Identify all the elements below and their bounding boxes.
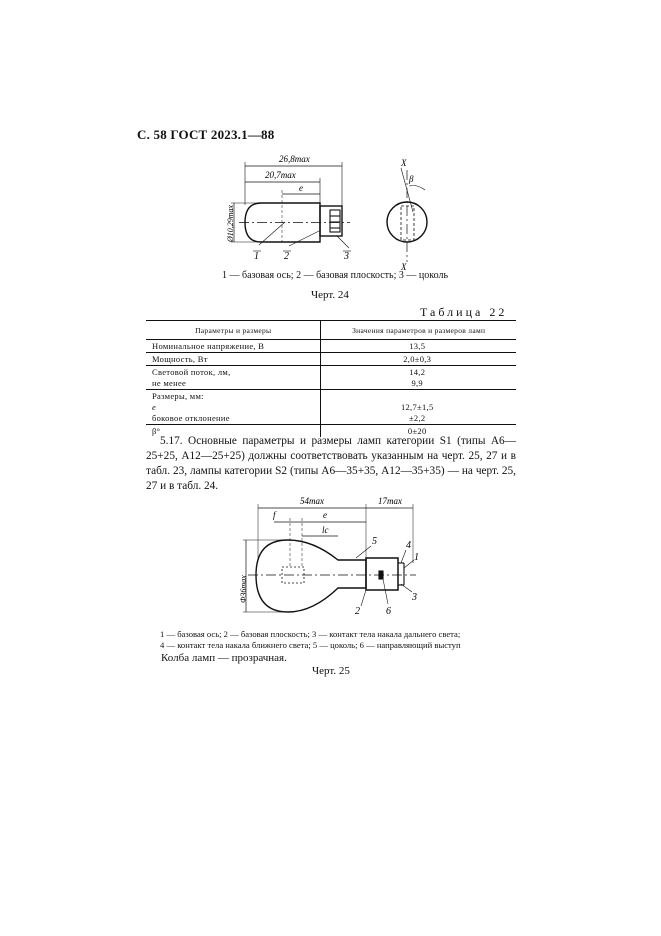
fig24-dim-beta: β xyxy=(409,174,414,184)
row-value: 12,7±1,5 ±2,2 xyxy=(321,390,516,425)
row-param: Номинальное напряжение, В xyxy=(146,340,321,353)
fig25-callout-5: 5 xyxy=(372,536,377,547)
row-value: 13,5 xyxy=(321,340,516,353)
fig25-callout-4: 4 xyxy=(406,540,411,551)
fig25-legend-line-1: 1 — базовая ось; 2 — базовая плоскость; 3 — контакт тела накала дальнего света; xyxy=(160,629,461,639)
fig24-callout-3: 3 xyxy=(344,251,349,262)
table-header-param: Параметры и размеры xyxy=(146,321,321,340)
page-header: С. 58 ГОСТ 2023.1—88 xyxy=(137,127,275,142)
row-param: Световой поток, лм, не менее xyxy=(146,366,321,390)
fig24-dim-length: 26,8max xyxy=(279,154,310,164)
fig25-callout-2: 2 xyxy=(355,606,360,617)
fig24-dim-diameter: Ø10,29max xyxy=(226,204,235,242)
fig25-callout-1: 1 xyxy=(414,552,419,563)
table-header-row xyxy=(146,321,516,340)
fig24-callout-2: 2 xyxy=(284,251,289,262)
row-param: β° xyxy=(152,426,161,436)
parameters-table xyxy=(146,320,516,437)
fig24-dim-e: e xyxy=(299,183,303,193)
section-5-17-paragraph: 5.17. Основные параметры и размеры ламп категории S1 (типы А6—25+25, А12—25+25) должны соответствовать указанным на черт. 25, 27 и в табл. 23, лампы категории S2 (типы А6—35+35, А12—35+35) — на черт. 25, 27 и в табл. 24. xyxy=(146,435,516,492)
table-header-value: Значения параметров и размеров ламп xyxy=(321,321,516,340)
row-param: Размеры, мм: e боковое отклонение xyxy=(146,390,321,425)
fig25-title: Черт. 25 xyxy=(312,665,350,677)
fig25-callout-3: 3 xyxy=(412,592,417,603)
table-row xyxy=(146,390,516,425)
table-label: Таблица 22 xyxy=(420,305,508,319)
fig25-dim-diameter: Ф36max xyxy=(239,575,248,603)
table-row xyxy=(146,353,516,366)
fig24-axis-x-top: X xyxy=(401,158,407,168)
fig24-callout-1: 1 xyxy=(254,251,259,262)
fig25-dim-base: 17max xyxy=(378,496,402,506)
row-value: 0±20 xyxy=(321,425,516,438)
fig25-dim-f: f xyxy=(273,510,276,520)
fig25-dim-e: e xyxy=(323,510,327,520)
figure-24-drawing xyxy=(225,150,455,270)
fig24-legend: 1 — базовая ось; 2 — базовая плоскость; 3 — цоколь xyxy=(222,270,449,281)
fig24-axis-x-bottom: X xyxy=(401,262,407,270)
fig25-callout-6: 6 xyxy=(386,606,391,617)
row-param: Мощность, Вт xyxy=(146,353,321,366)
table-row xyxy=(146,340,516,353)
table-row xyxy=(146,366,516,390)
fig24-title: Черт. 24 xyxy=(311,289,349,301)
fig25-dim-length: 54max xyxy=(300,496,324,506)
fig25-dim-lc: lc xyxy=(322,525,329,535)
fig25-note: Колба ламп — прозрачная. xyxy=(161,652,287,664)
figure-25-drawing xyxy=(238,488,433,628)
row-value: 2,0±0,3 xyxy=(321,353,516,366)
fig24-dim-length2: 20,7max xyxy=(265,170,296,180)
row-value: 14,2 9,9 xyxy=(321,366,516,390)
fig25-legend-line-2: 4 — контакт тела накала ближнего света; 5 — цоколь; 6 — направляющий выступ xyxy=(160,640,461,650)
